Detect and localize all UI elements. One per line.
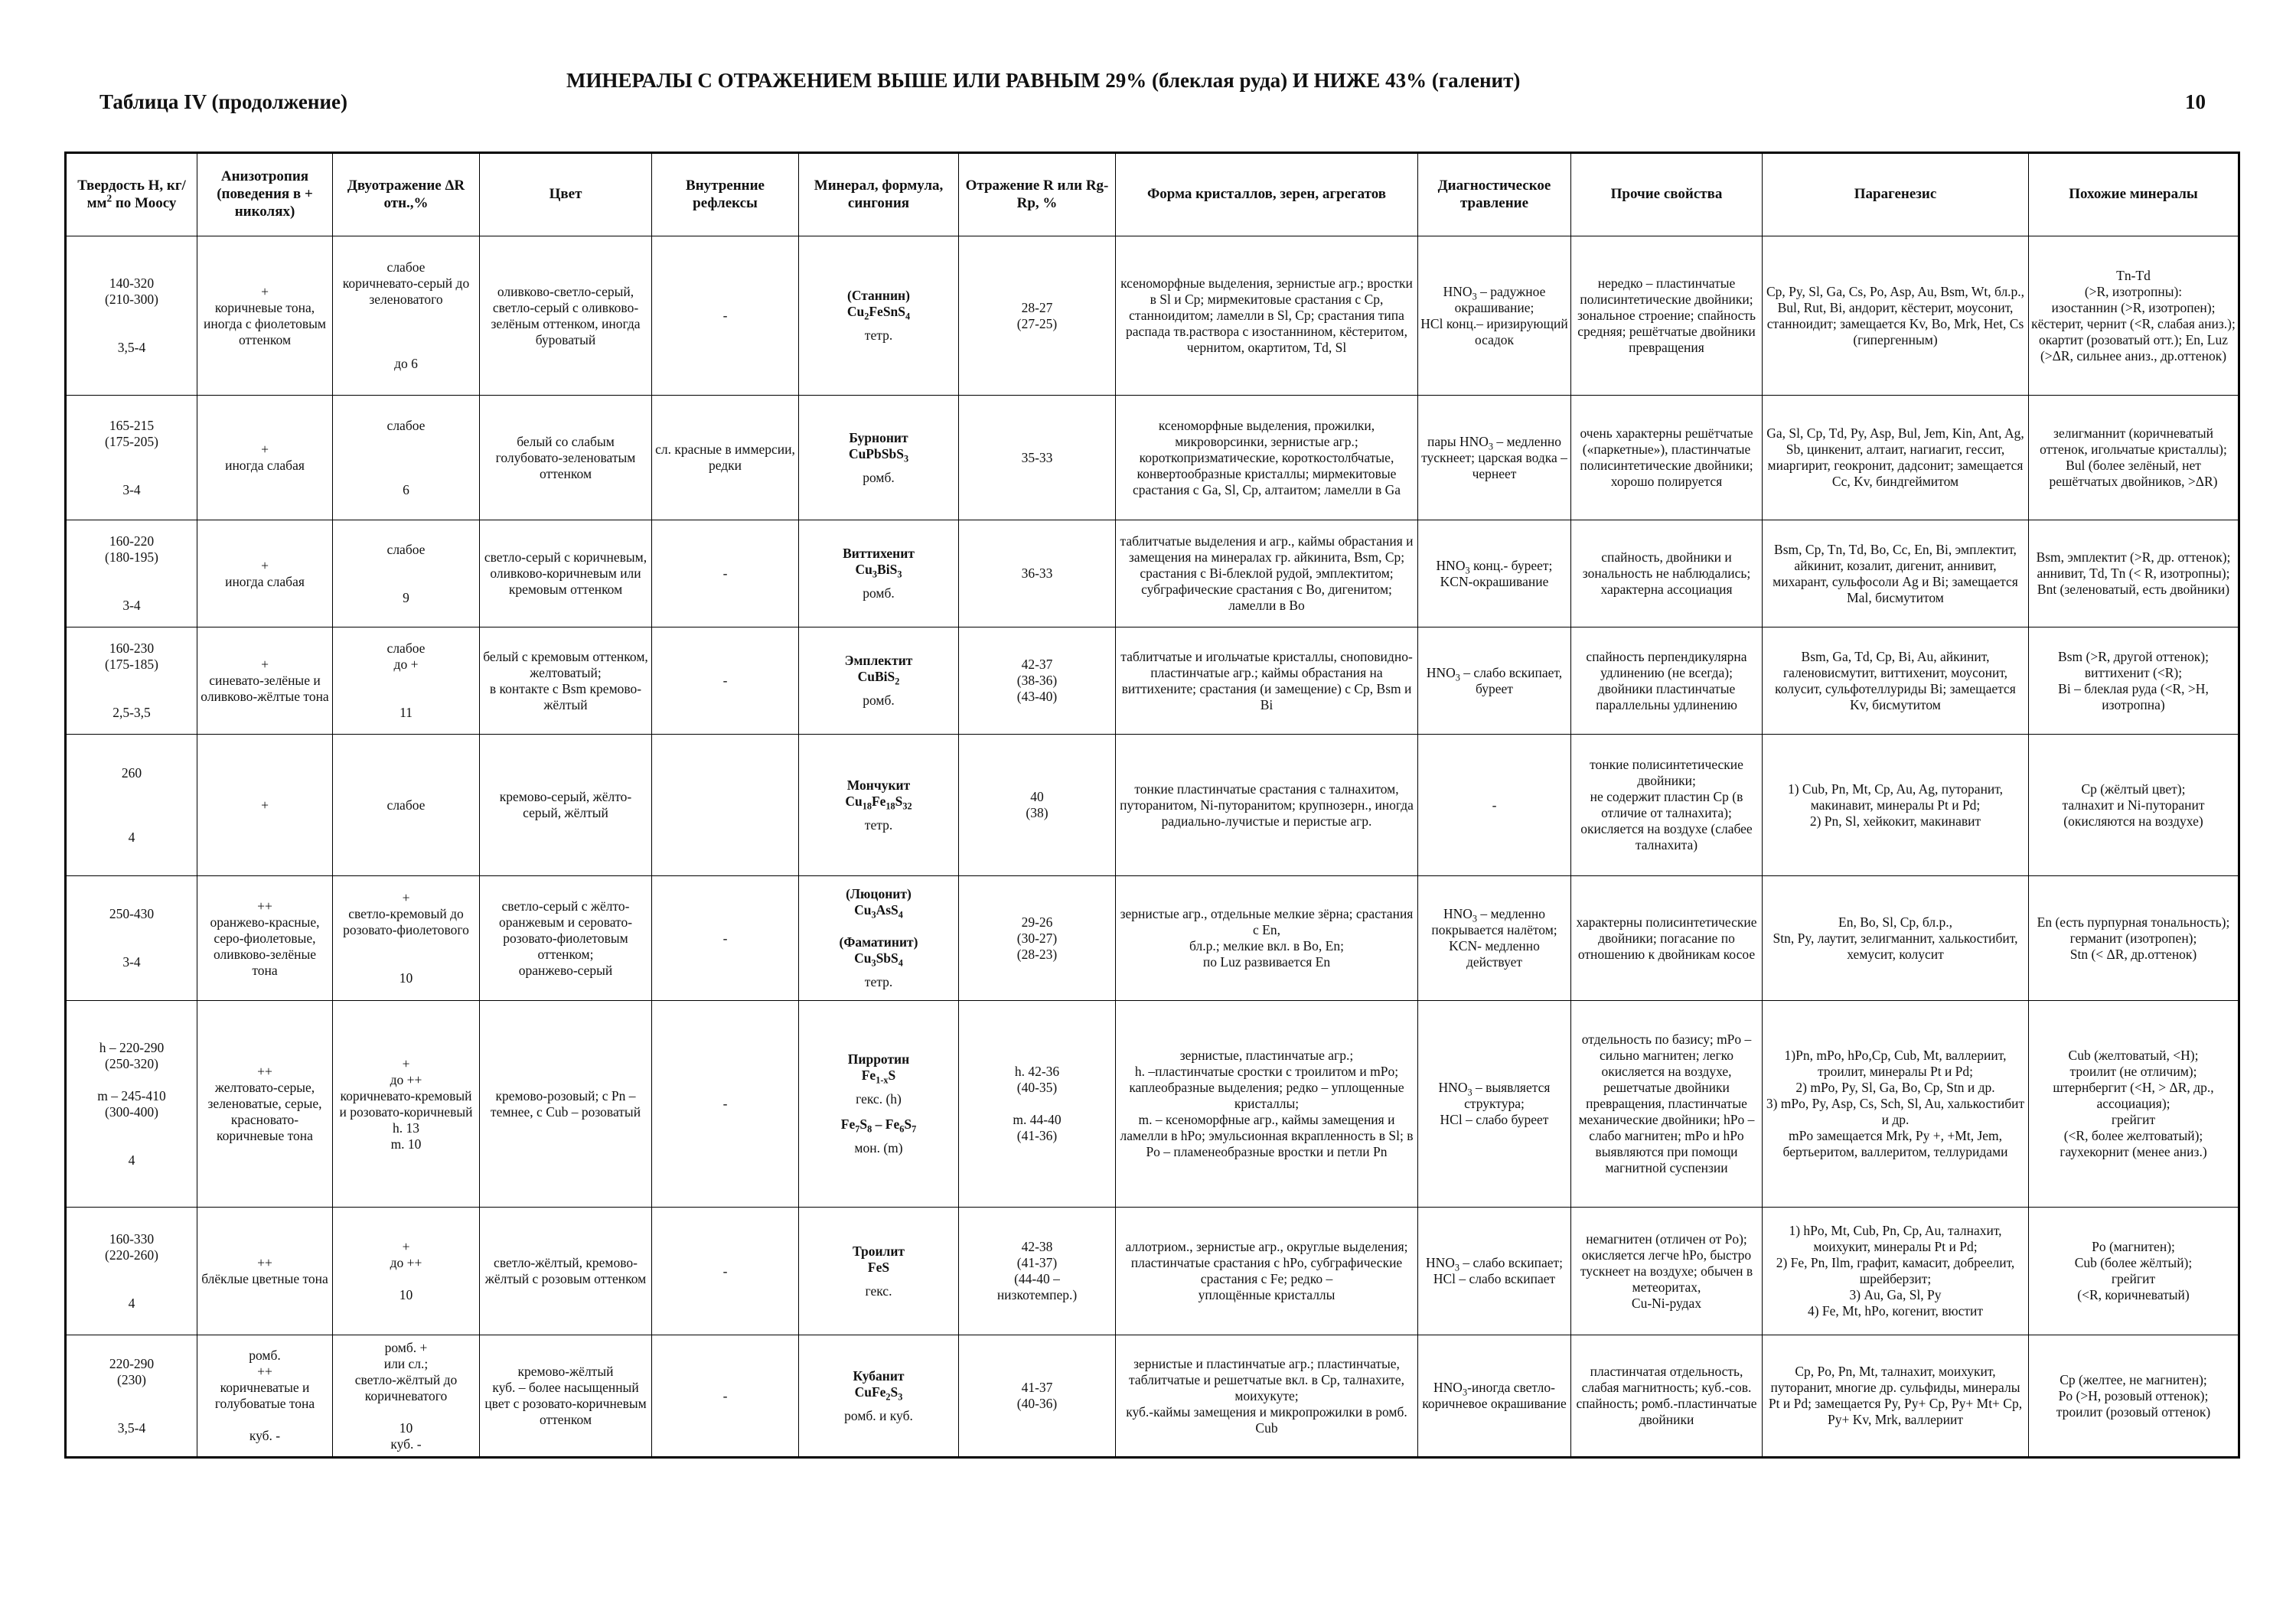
cell-paragenesis: Cp, Po, Pn, Mt, талнахит, моихукит, путоранит, многие др. сульфиды, минералы Pt и Pd; замещается Py, Py+ Cp, Py+ Mt+ Cp, Py+ Kv, Mrk, валлериит [1763, 1335, 2029, 1458]
mineral-syngony: мон. (m) [854, 1140, 903, 1156]
cell-anisotropy: ромб. ++ коричневатые и голубоватые тона куб. - [197, 1335, 333, 1458]
cell-etching: $HNO_3$-иногда светло-коричневое окрашивание [1418, 1335, 1571, 1458]
col-header-similar-minerals: Похожие минералы [2029, 153, 2239, 236]
cell-internal-reflexes: сл. красные в иммерсии, редки [652, 396, 799, 520]
cell-anisotropy: + [197, 735, 333, 876]
cell-color: светло-серый с коричневым, оливково-коричневым или кремовым оттенком [480, 520, 652, 627]
mineral-name: Кубанит $CuFe_2S_3$ [853, 1367, 905, 1402]
mineral-syngony: ромб. [863, 693, 895, 708]
cell-crystal-form: ксеноморфные выделения, прожилки, микроворсинки, зернистые агр.; короткопризматические, короткостолбчатые, конвертообразные кристаллы; мирмекитовые срастания с Ga, Sl, Cp, алтаитом; ламелли в Ga [1116, 396, 1418, 520]
cell-hardness: 220-290 (230) 3,5-4 [66, 1335, 197, 1458]
col-header-reflectance: Отражение R или Rg-Rp, % [959, 153, 1116, 236]
cell-anisotropy: + синевато-зелёные и оливково-жёлтые тона [197, 627, 333, 735]
cell-hardness: 160-220 (180-195) 3-4 [66, 520, 197, 627]
col-header-anisotropy: Анизотропия (поведения в + николях) [197, 153, 333, 236]
cell-other-properties: отдельность по базису; mPo – сильно магнитен; легко окисляется на воздухе, решетчатые двойники превращения, пластинчатые механические двойники; hPo – слабо магнитен; mPo и hPo выявляются при помощи магнитной суспензии [1571, 1001, 1763, 1208]
cell-color: светло-серый с жёлто-оранжевым и серовато-розовато-фиолетовым оттенком; оранжево-серый [480, 876, 652, 1001]
table-label: Таблица IV (продолжение) [99, 90, 347, 113]
cell-paragenesis: Ga, Sl, Cp, Td, Py, Asp, Bul, Jem, Kin, Ant, Ag, Sb, цинкенит, алтаит, нагиагит, гессит, миаргирит, геокронит, дадсонит; замещается Cc, Kv, биндгеймитом [1763, 396, 2029, 520]
cell-similar-minerals: Po (магнитен); Cub (более жёлтый); грейгит (<R, коричневатый) [2029, 1208, 2239, 1335]
cell-color: кремово-жёлтый куб. – более насыщенный цвет с розовато-коричневым оттенком [480, 1335, 652, 1458]
cell-similar-minerals: Bsm (>R, другой оттенок); виттихенит (<R); Bi – блеклая руда (<R, >H, изотропна) [2029, 627, 2239, 735]
mineral-syngony-hex: гекс. (h) [856, 1091, 902, 1107]
col-header-color: Цвет [480, 153, 652, 236]
mineral-syngony: тетр. [864, 328, 893, 343]
mineral-syngony: тетр. [864, 974, 893, 989]
cell-etching: $HNO_3$ – медленно покрывается налётом; KCN- медленно действует [1418, 876, 1571, 1001]
page-number: 10 [2185, 90, 2206, 113]
mineral-name: Пирротин $Fe_{1-x}S$ [847, 1051, 910, 1086]
table-row [66, 876, 2239, 1001]
cell-paragenesis: 1) hPo, Mt, Cub, Pn, Cp, Au, талнахит, моихукит, минералы Pt и Pd; 2) Fe, Pn, Ilm, графит, камасит, добреелит, шрейберзит; 3) Au, Ga, Sl, Py 4) Fe, Mt, hPo, когенит, вюстит [1763, 1208, 2029, 1335]
table-header-row [66, 153, 2239, 236]
col-header-bireflectance: Двуотражение ΔR отн.,% [333, 153, 480, 236]
cell-paragenesis: En, Bo, Sl, Cp, бл.р., Stn, Py, лаутит, зелигманнит, халькостибит, хемусит, колусит [1763, 876, 2029, 1001]
cell-mineral [799, 627, 959, 735]
cell-hardness: 160-230 (175-185) 2,5-3,5 [66, 627, 197, 735]
cell-internal-reflexes: - [652, 520, 799, 627]
cell-internal-reflexes: - [652, 627, 799, 735]
cell-other-properties: спайность перпендикулярна удлинению (не всегда); двойники пластинчатые параллельны удлинению [1571, 627, 1763, 735]
cell-internal-reflexes: - [652, 1208, 799, 1335]
cell-paragenesis: 1) Cub, Pn, Mt, Cp, Au, Ag, путоранит, макинавит, минералы Pt и Pd; 2) Pn, Sl, хейкокит, макинавит [1763, 735, 2029, 876]
cell-reflectance: h. 42-36 (40-35) m. 44-40 (41-36) [959, 1001, 1116, 1208]
cell-other-properties: пластинчатая отдельность, слабая магнитность; куб.-сов. спайность; ромб.-пластинчатые двойники [1571, 1335, 1763, 1458]
cell-similar-minerals: Cub (желтоватый, <H); троилит (не отличим); штернбергит (<H, > ΔR, др., ассоциация); грейгит (<R, более желтоватый); гаухекорнит (менее аниз.) [2029, 1001, 2239, 1208]
mineral-syngony: ромб. [863, 469, 895, 485]
cell-similar-minerals: En (есть пурпурная тональность); германит (изотропен); Stn (< ΔR, др.оттенок) [2029, 876, 2239, 1001]
cell-etching: - [1418, 735, 1571, 876]
cell-mineral [799, 520, 959, 627]
cell-etching: $HNO_3$ конц.- буреет; KCN-окрашивание [1418, 520, 1571, 627]
mineral-syngony: тетр. [864, 817, 893, 833]
cell-internal-reflexes: - [652, 236, 799, 396]
cell-paragenesis: Bsm, Cp, Tn, Td, Bo, Cc, En, Bi, эмплектит, айкинит, козалит, дигенит, аннивит, михарант, сульфосоли Ag и Bi; замещается Mal, бисмутитом [1763, 520, 2029, 627]
cell-crystal-form: ксеноморфные выделения, зернистые агр.; вростки в Sl и Cp; мирмекитовые срастания с Cp, станноидитом; ламелли в Sl, Cp; срастания типа распада тв.раствора с изостаннином, кёстеритом, чернитом, окартитом, Td, Sl [1116, 236, 1418, 396]
cell-mineral [799, 236, 959, 396]
cell-hardness: 160-330 (220-260) 4 [66, 1208, 197, 1335]
page-title: МИНЕРАЛЫ С ОТРАЖЕНИЕМ ВЫШЕ ИЛИ РАВНЫМ 29% (блеклая руда) И НИЖЕ 43% (галенит) [566, 69, 1521, 92]
col-header-internal-reflexes: Внутренние рефлексы [652, 153, 799, 236]
cell-anisotropy: + коричневые тона, иногда с фиолетовым оттенком [197, 236, 333, 396]
mineral-table [64, 152, 2240, 1459]
cell-reflectance: 28-27 (27-25) [959, 236, 1116, 396]
col-header-etching: Диагностическое травление [1418, 153, 1571, 236]
cell-mineral [799, 1335, 959, 1458]
cell-mineral [799, 735, 959, 876]
table-row [66, 627, 2239, 735]
cell-etching: $HNO_3$ – радужное окрашивание; HCl конц.– иризирующий осадок [1418, 236, 1571, 396]
mineral-syngony: ромб. [863, 585, 895, 601]
cell-crystal-form: аллотриом., зернистые агр., округлые выделения; пластинчатые срастания с hPo, субграфические срастания с Fe; редко – уплощённые кристаллы [1116, 1208, 1418, 1335]
cell-other-properties: тонкие полисинтетические двойники; не содержит пластин Cp (в отличие от талнахита); окисляется на воздухе (слабее талнахита) [1571, 735, 1763, 876]
cell-color: светло-жёлтый, кремово-жёлтый с розовым оттенком [480, 1208, 652, 1335]
cell-mineral [799, 396, 959, 520]
cell-etching: $HNO_3$ – слабо вскипает, буреет [1418, 627, 1571, 735]
mineral-name: Троилит FeS [852, 1243, 905, 1275]
cell-other-properties: очень характерны решётчатые («паркетные»), пластинчатые полисинтетические двойники; хорошо полируется [1571, 396, 1763, 520]
cell-similar-minerals: Tn-Td (>R, изотропны): изостаннин (>R, изотропен); кёстерит, чернит (<R, слабая аниз.); окартит (розоватый отт.); En, Luz (>ΔR, сильнее аниз., др.оттенок) [2029, 236, 2239, 396]
cell-internal-reflexes: - [652, 876, 799, 1001]
cell-hardness: 260 4 [66, 735, 197, 876]
cell-reflectance: 29-26 (30-27) (28-23) [959, 876, 1116, 1001]
cell-internal-reflexes: - [652, 1001, 799, 1208]
cell-other-properties: немагнитен (отличен от Po); окисляется легче hPo, быстро тускнеет на воздухе; обычен в метеоритах, Cu-Ni-рудах [1571, 1208, 1763, 1335]
table-row [66, 396, 2239, 520]
cell-hardness: 140-320 (210-300) 3,5-4 [66, 236, 197, 396]
mineral-name: Бурнонит CuPbSbS$_3$ [848, 429, 909, 464]
mineral-name: Виттихенит $Cu_3BiS_3$ [843, 546, 915, 580]
col-header-other-properties: Прочие свойства [1571, 153, 1763, 236]
cell-similar-minerals: зелигманнит (коричневатый оттенок, игольчатые кристаллы); Bul (более зелёный, нет решётчатых двойников, >ΔR) [2029, 396, 2239, 520]
cell-paragenesis: 1)Pn, mPo, hPo,Cp, Cub, Mt, валлериит, троилит, минералы Pt и Pd; 2) mPo, Py, Sl, Ga, Bo, Cp, Stn и др. 3) mPo, Py, Asp, Cs, Sch, Sl, Au, халькостибит и др. mPo замещается Mrk, Py +, +Mt, Jem, бертьеритом, валлеритом, теллуридами [1763, 1001, 2029, 1208]
cell-other-properties: нередко – пластинчатые полисинтетические двойники; зональное строение; спайность средняя; решётчатые двойники превращения [1571, 236, 1763, 396]
mineral-name: (Станнин) $Cu_2FeSnS_4$ [846, 288, 911, 322]
cell-paragenesis: Cp, Py, Sl, Ga, Cs, Po, Asp, Au, Bsm, Wt, бл.р., Bul, Rut, Bi, андорит, кёстерит, моусонит, станноидит; замещается Kv, Bo, Mrk, Het, Cs (гипергенным) [1763, 236, 2029, 396]
cell-hardness: h – 220-290 (250-320) m – 245-410 (300-400) 4 [66, 1001, 197, 1208]
cell-reflectance: 41-37 (40-36) [959, 1335, 1116, 1458]
cell-mineral [799, 876, 959, 1001]
cell-crystal-form: зернистые, пластинчатые агр.; h. –пластинчатые сростки с троилитом и mPo; каплеобразные выделения; редко – уплощенные кристаллы; m. – ксеноморфные агр., каймы замещения и ламелли в hPo; эмульсионная вкрапленность в Sl; в Po – пламенеобразные вростки и петли Pn [1116, 1001, 1418, 1208]
cell-anisotropy: ++ желтовато-серые, зеленоватые, серые, красновато-коричневые тона [197, 1001, 333, 1208]
cell-reflectance: 42-37 (38-36) (43-40) [959, 627, 1116, 735]
mineral-name: Эмплектит CuBiS$_2$ [844, 653, 913, 687]
col-header-hardness: Твердость H, $кг/мм^2$ по Моосу [66, 153, 197, 236]
mineral-name: (Люцонит) $Cu_3AsS_4$ (Фаматинит) $Cu_3SbS_4$ [839, 886, 918, 969]
cell-other-properties: спайность, двойники и зональность не наблюдались; характерна ассоциация [1571, 520, 1763, 627]
cell-reflectance: 35-33 [959, 396, 1116, 520]
col-header-mineral: Минерал, формула, сингония [799, 153, 959, 236]
cell-reflectance: 40 (38) [959, 735, 1116, 876]
col-header-paragenesis: Парагенезис [1763, 153, 2029, 236]
cell-hardness: 250-430 3-4 [66, 876, 197, 1001]
cell-etching: пары $HNO_3$ – медленно тускнеет; царская водка – чернеет [1418, 396, 1571, 520]
cell-crystal-form: зернистые и пластинчатые агр.; пластинчатые, таблитчатые и решетчатые вкл. в Cp, талнахите, моихукуте; куб.-каймы замещения и микропрожилки в ромб. Cub [1116, 1335, 1418, 1458]
cell-color: белый со слабым голубовато-зеленоватым оттенком [480, 396, 652, 520]
table-row [66, 236, 2239, 396]
cell-internal-reflexes: - [652, 1335, 799, 1458]
cell-other-properties: характерны полисинтетические двойники; погасание по отношению к двойникам косое [1571, 876, 1763, 1001]
cell-crystal-form: таблитчатые и игольчатые кристаллы, сноповидно-пластинчатые агр.; каймы обрастания на виттихените; срастания (и замещение) с Cp, Bsm и Bi [1116, 627, 1418, 735]
cell-internal-reflexes [652, 735, 799, 876]
cell-bireflectance: слабое до + 11 [333, 627, 480, 735]
cell-crystal-form: таблитчатые выделения и агр., каймы обрастания и замещения на минералах гр. айкинита, Bsm, Cp; срастания с Bi-блеклой рудой, эмплектитом; субграфические срастания с Bo, дигенитом; ламелли в Bo [1116, 520, 1418, 627]
cell-anisotropy: ++ блёклые цветные тона [197, 1208, 333, 1335]
cell-etching: $HNO_3$ – слабо вскипает; HCl – слабо вскипает [1418, 1208, 1571, 1335]
table-row [66, 1001, 2239, 1208]
cell-paragenesis: Bsm, Ga, Td, Cp, Bi, Au, айкинит, галеновисмутит, виттихенит, моусонит, колусит, сульфотеллуриды Bi; замещается Kv, бисмутитом [1763, 627, 2029, 735]
cell-anisotropy: + иногда слабая [197, 520, 333, 627]
mineral-formula-monoclinic: $Fe_7S_8 - Fe_6S_7$ [840, 1116, 917, 1135]
cell-anisotropy: + иногда слабая [197, 396, 333, 520]
cell-mineral [799, 1208, 959, 1335]
cell-etching: $HNO_3$ – выявляется структура; HCl – слабо буреет [1418, 1001, 1571, 1208]
mineral-syngony: гекс. [865, 1283, 892, 1299]
table-row [66, 1208, 2239, 1335]
mineral-syngony: ромб. и куб. [844, 1407, 913, 1423]
cell-color: кремово-серый, жёлто-серый, жёлтый [480, 735, 652, 876]
cell-anisotropy: ++ оранжево-красные, серо-фиолетовые, оливково-зелёные тона [197, 876, 333, 1001]
cell-reflectance: 36-33 [959, 520, 1116, 627]
cell-mineral [799, 1001, 959, 1208]
cell-bireflectance: + до ++ коричневато-кремовый и розовато-коричневый h. 13 m. 10 [333, 1001, 480, 1208]
table-row [66, 735, 2239, 876]
cell-similar-minerals: Cp (желтее, не магнитен); Po (>H, розовый оттенок); троилит (розовый оттенок) [2029, 1335, 2239, 1458]
cell-bireflectance: слабое 6 [333, 396, 480, 520]
mineral-name: Мончукит $Cu_{18}Fe_{18}S_{32}$ [845, 777, 912, 811]
table-row [66, 520, 2239, 627]
cell-similar-minerals: Bsm, эмплектит (>R, др. оттенок); аннивит, Td, Tn (< R, изотропны); Bnt (зеленоватый, есть двойники) [2029, 520, 2239, 627]
cell-color: белый с кремовым оттенком, желтоватый; в контакте с Bsm кремово-жёлтый [480, 627, 652, 735]
cell-color: оливково-светло-серый, светло-серый с оливково-зелёным оттенком, иногда буроватый [480, 236, 652, 396]
table-row [66, 1335, 2239, 1458]
cell-crystal-form: тонкие пластинчатые срастания с талнахитом, путоранитом, Ni-путоранитом; крупнозерн., иногда радиально-лучистые и перистые агр. [1116, 735, 1418, 876]
cell-bireflectance: + светло-кремовый до розовато-фиолетового 10 [333, 876, 480, 1001]
cell-bireflectance: ромб. + или сл.; светло-жёлтый до коричневатого 10 куб. - [333, 1335, 480, 1458]
cell-crystal-form: зернистые агр., отдельные мелкие зёрна; срастания с En, бл.р.; мелкие вкл. в Bo, En; по Luz развивается En [1116, 876, 1418, 1001]
cell-color: кремово-розовый; с Pn – темнее, с Cub – розоватый [480, 1001, 652, 1208]
cell-reflectance: 42-38 (41-37) (44-40 – низкотемпер.) [959, 1208, 1116, 1335]
col-header-crystal-form: Форма кристаллов, зерен, агрегатов [1116, 153, 1418, 236]
cell-bireflectance: + до ++ 10 [333, 1208, 480, 1335]
cell-bireflectance: слабое 9 [333, 520, 480, 627]
cell-similar-minerals: Cp (жёлтый цвет); талнахит и Ni-путоранит (окисляются на воздухе) [2029, 735, 2239, 876]
cell-bireflectance: слабое [333, 735, 480, 876]
cell-hardness: 165-215 (175-205) 3-4 [66, 396, 197, 520]
cell-bireflectance: слабое коричневато-серый до зеленоватого до 6 [333, 236, 480, 396]
